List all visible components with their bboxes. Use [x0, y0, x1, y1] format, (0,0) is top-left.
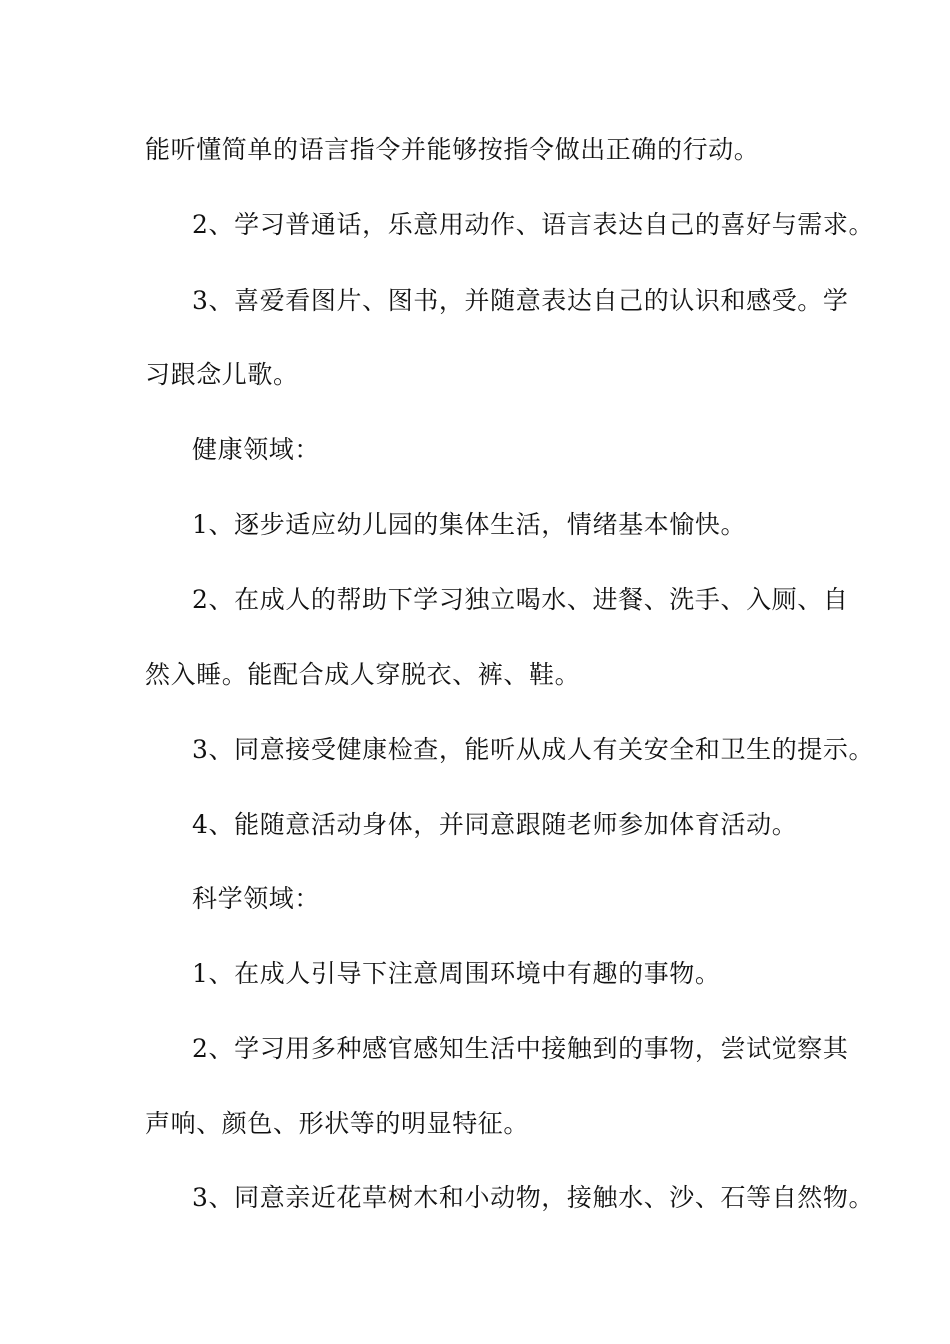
- paragraph-line-language-goal-1-continued: 能听懂简单的语言指令并能够按指令做出正确的行动。: [145, 135, 760, 164]
- paragraph-line-science-goal-1: 1、在成人引导下注意周围环境中有趣的事物。: [192, 959, 721, 988]
- paragraph-line-health-goal-2-continued: 然入睡。能配合成人穿脱衣、裤、鞋。: [145, 660, 581, 689]
- section-heading-science: 科学领域：: [192, 884, 321, 913]
- paragraph-line-health-goal-4: 4、能随意活动身体，并同意跟随老师参加体育活动。: [192, 810, 798, 839]
- paragraph-line-health-goal-1: 1、逐步适应幼儿园的集体生活，情绪基本愉快。: [192, 510, 747, 539]
- paragraph-line-language-goal-2: 2、学习普通话，乐意用动作、语言表达自己的喜好与需求。: [192, 210, 875, 239]
- paragraph-line-language-goal-3: 3、喜爱看图片、图书，并随意表达自己的认识和感受。学: [192, 286, 849, 315]
- paragraph-line-science-goal-2-continued: 声响、颜色、形状等的明显特征。: [145, 1109, 530, 1138]
- paragraph-line-science-goal-3: 3、同意亲近花草树木和小动物，接触水、沙、石等自然物。: [192, 1183, 875, 1212]
- paragraph-line-language-goal-3-continued: 习跟念儿歌。: [145, 360, 299, 389]
- paragraph-line-health-goal-2: 2、在成人的帮助下学习独立喝水、进餐、洗手、入厕、自: [192, 585, 849, 614]
- paragraph-line-health-goal-3: 3、同意接受健康检查，能听从成人有关安全和卫生的提示。: [192, 735, 875, 764]
- section-heading-health: 健康领域：: [192, 435, 321, 464]
- paragraph-line-science-goal-2: 2、学习用多种感官感知生活中接触到的事物，尝试觉察其: [192, 1034, 849, 1063]
